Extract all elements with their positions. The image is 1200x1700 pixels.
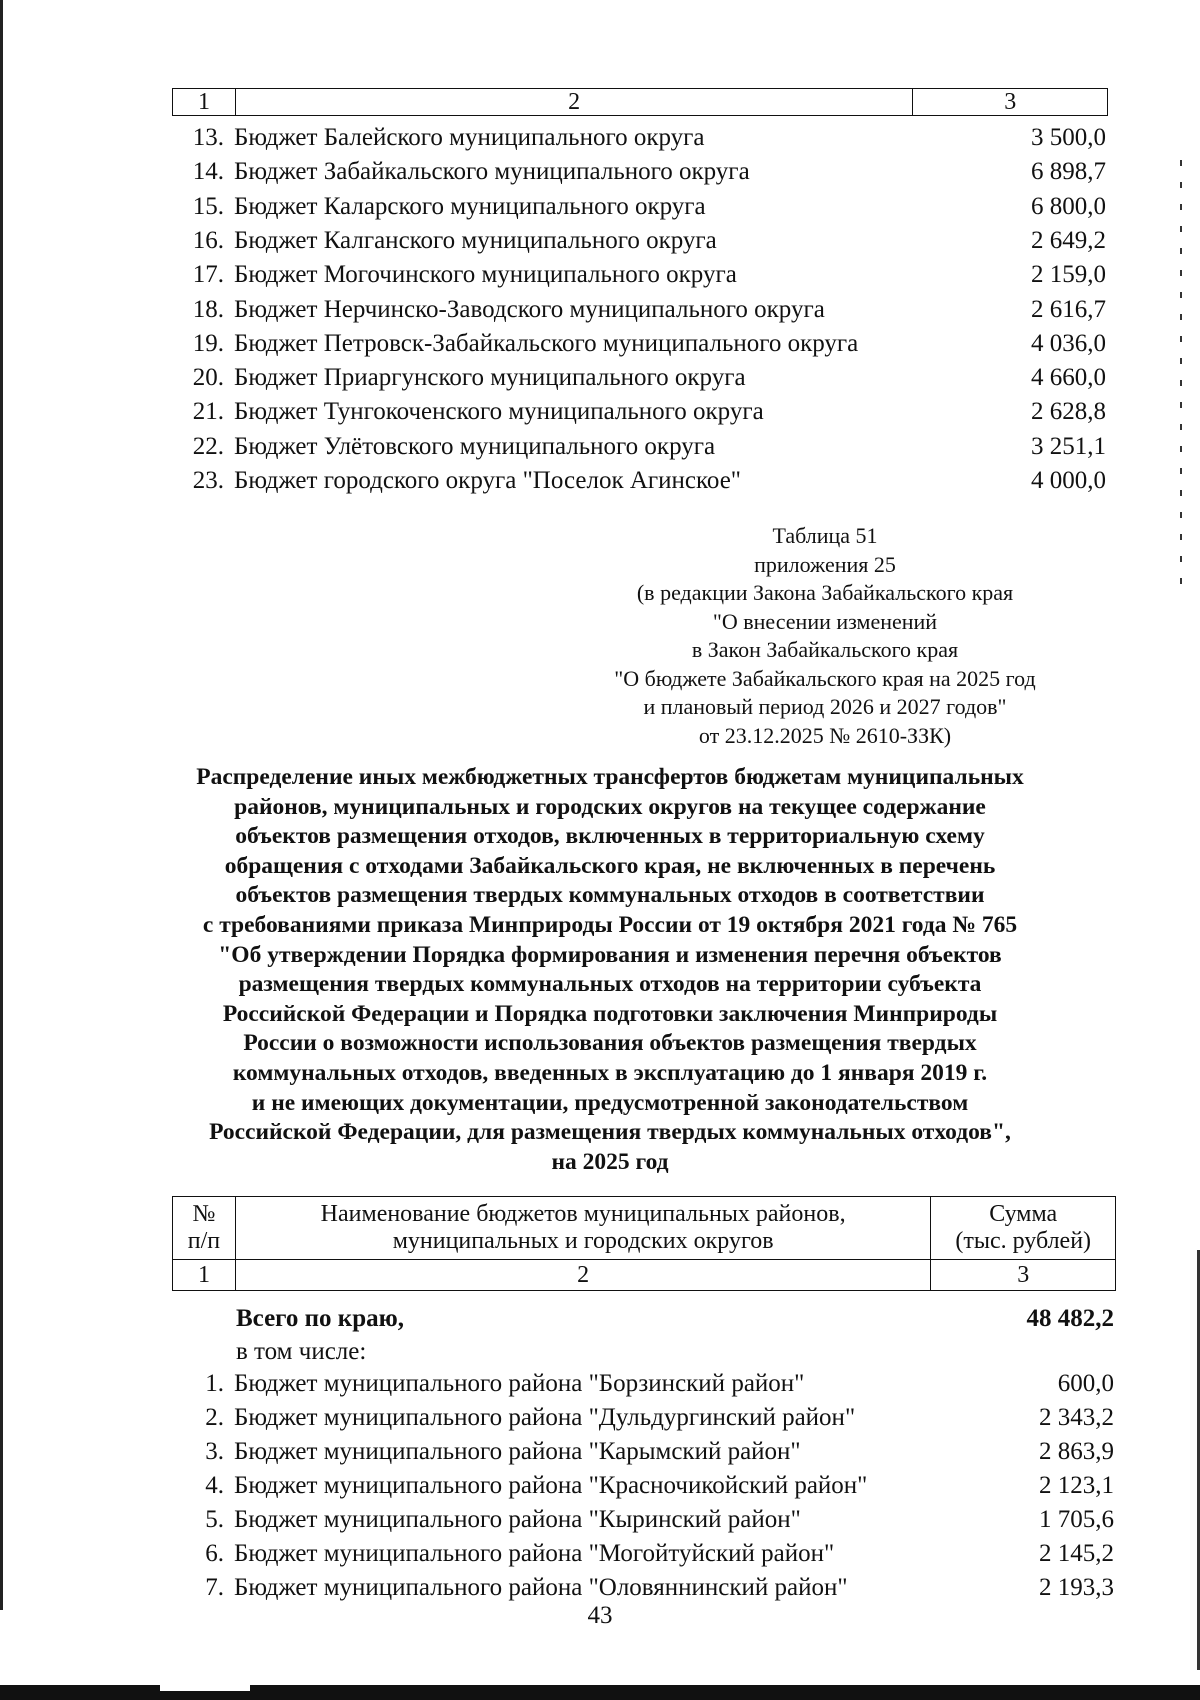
table-row	[172, 224, 1106, 258]
row-budget-name: Бюджет муниципального района "Могойтуйский район"	[234, 1540, 835, 1567]
row-number: 5.	[205, 1506, 224, 1533]
table1-header-row	[172, 88, 1108, 116]
row-number: 21.	[192, 398, 224, 426]
row-amount: 1 705,6	[1039, 1506, 1114, 1533]
row-number: 1.	[205, 1370, 224, 1397]
table-row	[172, 361, 1106, 395]
document-title	[150, 763, 1070, 1177]
row-number: 22.	[192, 432, 224, 460]
row-amount: 2 193,3	[1039, 1574, 1114, 1601]
row-budget-name: Бюджет Каларского муниципального округа	[234, 192, 706, 220]
table-row	[172, 1367, 1114, 1401]
title-line: России о возможности использования объектов размещения твердых	[243, 1030, 977, 1057]
table-row	[172, 1571, 1114, 1605]
title-line: объектов размещения отходов, включенных в территориальную схему	[235, 823, 985, 850]
table-row	[172, 1435, 1114, 1469]
row-budget-name: Бюджет Петровск-Забайкальского муниципального округа	[234, 329, 859, 357]
row-amount: 2 123,1	[1039, 1472, 1114, 1499]
total-label: Всего по краю,	[236, 1305, 404, 1332]
caption-line: (в редакции Закона Забайкальского края	[636, 580, 1014, 605]
row-amount: 2 649,2	[1031, 226, 1106, 254]
row-number: 15.	[192, 192, 224, 220]
table-row	[172, 258, 1106, 292]
total-value: 48 482,2	[1026, 1305, 1114, 1332]
caption-line: и плановый период 2026 и 2027 годов"	[643, 694, 1007, 719]
table2-header-number-3: 3	[1017, 1261, 1030, 1288]
row-number: 6.	[205, 1540, 224, 1567]
table-row	[172, 1537, 1114, 1571]
caption-line: в Закон Забайкальского края	[691, 637, 959, 662]
title-line: Российской Федерации, для размещения твердых коммунальных отходов",	[209, 1119, 1011, 1146]
title-line: размещения твердых коммунальных отходов на территории субъекта	[238, 971, 982, 998]
row-budget-name: Бюджет муниципального района "Кыринский район"	[234, 1506, 801, 1533]
row-budget-name: Бюджет муниципального района "Красночикойский район"	[234, 1472, 868, 1499]
page-number: 43	[587, 1602, 613, 1629]
row-amount: 2 145,2	[1039, 1540, 1114, 1567]
row-budget-name: Бюджет Приаргунского муниципального округа	[234, 364, 746, 392]
table-row	[172, 1469, 1114, 1503]
table-row	[172, 121, 1106, 155]
row-number: 14.	[192, 158, 224, 186]
row-budget-name: Бюджет городского округа "Поселок Агинское"	[234, 467, 741, 494]
row-amount: 4 660,0	[1031, 364, 1106, 392]
title-line: и не имеющих документации, предусмотренной законодательством	[251, 1089, 969, 1116]
title-line: Распределение иных межбюджетных трансфертов бюджетам муниципальных	[196, 764, 1024, 790]
title-line: на 2025 год	[551, 1148, 669, 1175]
row-budget-name: Бюджет Тунгокоченского муниципального округа	[234, 398, 764, 426]
row-budget-name: Бюджет муниципального района "Оловяннинский район"	[234, 1574, 848, 1601]
row-amount: 4 000,0	[1031, 467, 1106, 494]
row-number: 23.	[192, 467, 224, 494]
row-budget-name: Бюджет муниципального района "Карымский район"	[234, 1438, 801, 1465]
table-row	[172, 464, 1106, 498]
title-line: районов, муниципальных и городских округов на текущее содержание	[234, 793, 986, 820]
table2-header-number-2: 2	[236, 1260, 932, 1290]
table2-col-number-header: № п/п	[173, 1197, 236, 1259]
scan-dots	[1180, 160, 1182, 600]
row-amount: 2 628,8	[1031, 398, 1106, 426]
table2-col-name-header: Наименование бюджетов муниципальных районов, муниципальных и городских округов	[236, 1197, 932, 1259]
table-row	[172, 1503, 1114, 1537]
row-budget-name: Бюджет Могочинского муниципального округа	[234, 261, 737, 289]
title-line: с требованиями приказа Минприроды России от 19 октября 2021 года № 765	[202, 911, 1018, 938]
row-budget-name: Бюджет муниципального района "Борзинский район"	[234, 1370, 805, 1397]
row-budget-name: Бюджет Калганского муниципального округа	[234, 226, 717, 254]
caption-line: от 23.12.2025 № 2610-ЗЗК)	[698, 722, 952, 748]
row-number: 16.	[192, 226, 224, 254]
caption-line: Таблица 51	[772, 523, 878, 548]
row-amount: 4 036,0	[1031, 329, 1106, 357]
row-budget-name: Бюджет муниципального района "Дульдургинский район"	[234, 1404, 856, 1431]
caption-line: "О внесении изменений	[712, 608, 938, 634]
row-amount: 3 500,0	[1031, 124, 1106, 151]
table-row	[172, 190, 1106, 224]
scan-edge-left	[0, 0, 3, 1610]
row-budget-name: Бюджет Нерчинско-Заводского муниципального округа	[234, 295, 825, 323]
table2-col-sum-header: Сумма (тыс. рублей)	[955, 1201, 1092, 1254]
title-line: "Об утверждении Порядка формирования и изменения перечня объектов	[218, 941, 1002, 968]
row-amount: 2 616,7	[1031, 295, 1106, 323]
table2-total-row	[236, 1302, 1114, 1336]
table-row	[172, 327, 1106, 361]
table-row	[172, 155, 1106, 189]
title-line: коммунальных отходов, введенных в эксплуатацию до 1 января 2019 г.	[232, 1059, 988, 1086]
table1-header-col2: 2	[236, 89, 914, 115]
table-caption	[520, 522, 1130, 750]
title-line: обращения с отходами Забайкальского края, не включенных в перечень	[224, 852, 996, 879]
row-amount: 6 800,0	[1031, 192, 1106, 220]
row-number: 3.	[205, 1438, 224, 1465]
row-amount: 600,0	[1057, 1370, 1114, 1397]
table-row	[172, 430, 1106, 464]
row-number: 7.	[205, 1574, 224, 1601]
table2-header-number-1: 1	[173, 1260, 236, 1290]
caption-line: приложения 25	[754, 551, 896, 577]
row-number: 17.	[192, 261, 224, 289]
row-number: 18.	[192, 295, 224, 323]
caption-line: "О бюджете Забайкальского края на 2025 год	[614, 665, 1036, 691]
row-number: 19.	[192, 329, 224, 357]
row-amount: 6 898,7	[1031, 158, 1106, 186]
row-number: 2.	[205, 1404, 224, 1431]
table1-header-col1: 1	[173, 89, 236, 115]
row-amount: 2 863,9	[1039, 1438, 1114, 1465]
table-row	[172, 293, 1106, 327]
row-number: 20.	[192, 364, 224, 392]
row-number: 4.	[205, 1472, 224, 1499]
table2-subtitle: в том числе:	[236, 1338, 367, 1365]
table-row	[172, 395, 1106, 429]
title-line: объектов размещения твердых коммунальных отходов в соответствии	[235, 882, 985, 909]
row-amount: 3 251,1	[1031, 432, 1106, 460]
row-amount: 2 159,0	[1031, 261, 1106, 289]
row-budget-name: Бюджет Балейского муниципального округа	[234, 124, 705, 151]
row-budget-name: Бюджет Забайкальского муниципального округа	[234, 158, 750, 186]
title-line: Российской Федерации и Порядка подготовки заключения Минприроды	[222, 1000, 998, 1027]
row-budget-name: Бюджет Улётовского муниципального округа	[234, 432, 716, 460]
row-number: 13.	[192, 124, 224, 151]
row-amount: 2 343,2	[1039, 1404, 1114, 1431]
table-row	[172, 1401, 1114, 1435]
table2-header	[172, 1196, 1116, 1291]
table1-header-col3: 3	[1004, 89, 1017, 115]
